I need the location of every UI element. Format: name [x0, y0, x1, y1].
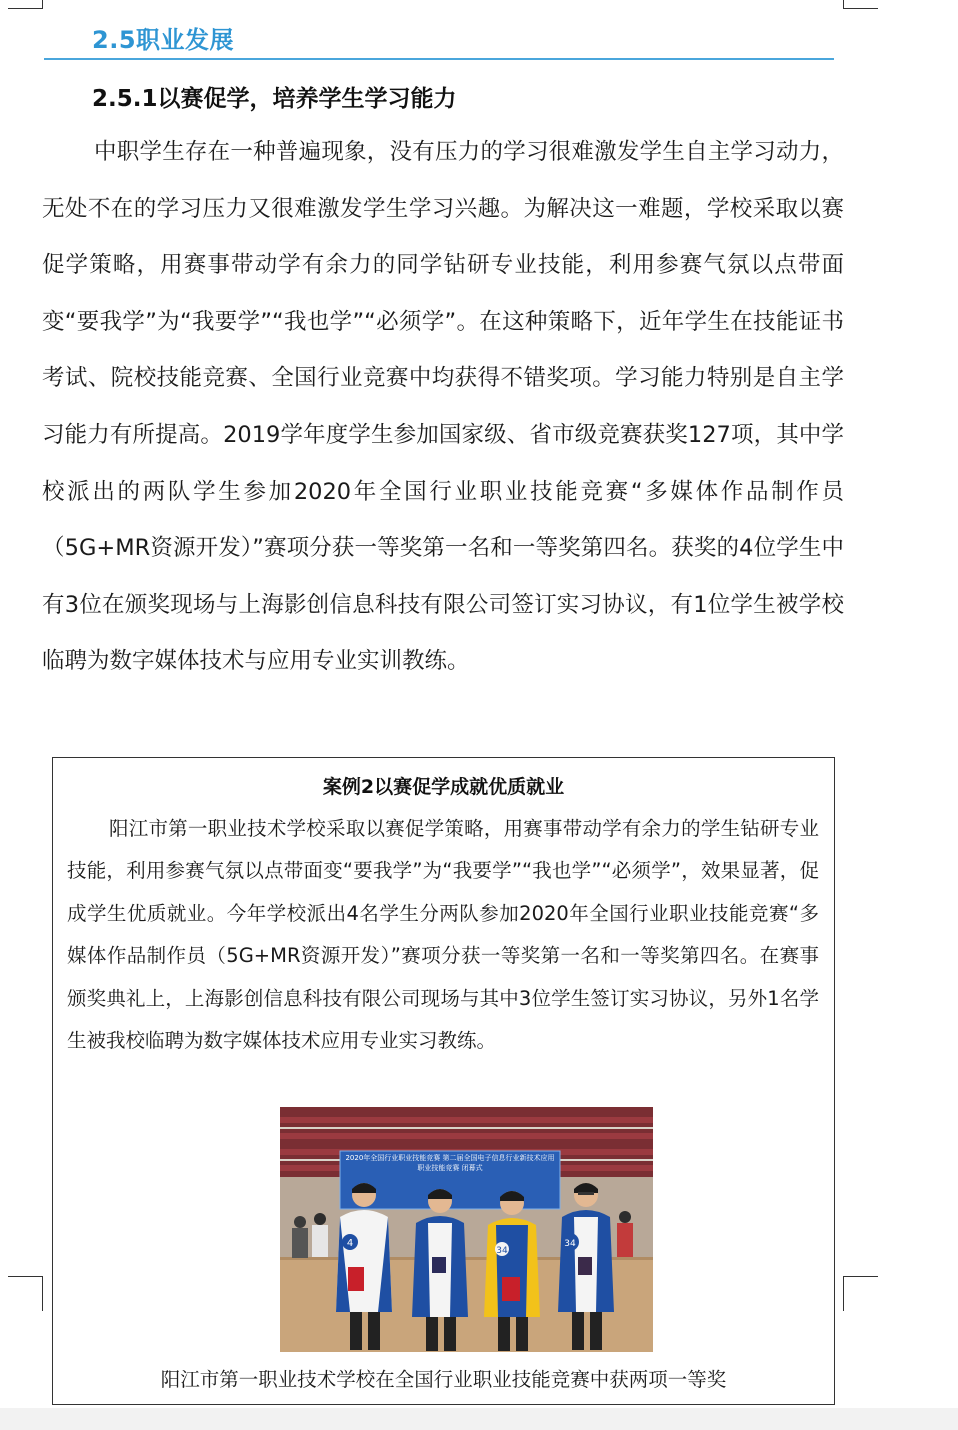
award-photo-illustration — [280, 1107, 653, 1352]
body-paragraph: 中职学生存在一种普遍现象，没有压力的学习很难激发学生自主学习动力，无处不在的学习压力又很难激发学生学习兴趣。为解决这一难题，学校采取以赛促学策略，用赛事带动学有余力的同学钻研专业技能，利用参赛气氛以点带面变“要我学”为“我要学”“我也学”“必须学”。在这种策略下，近年学生在技能证书考试、院校技能竞赛、全国行业竞赛中均获得不错奖项。学习能力特别是自主学习能力有所提高。2019学年度学生参加国家级、省市级竞赛获奖127项，其中学校派出的两队学生参加2020年全国行业职业技能竞赛“多媒体作品制作员（5G+MR资源开发）”赛项分获一等奖第一名和一等奖第四名。获奖的4位学生中有3位在颁奖现场与上海影创信息科技有限公司签订实习协议，有1位学生被学校临聘为数字媒体技术与应用专业实训教练。 — [42, 139, 844, 675]
crop-mark-bottom-right — [843, 1276, 878, 1311]
photo-caption: 阳江市第一职业技术学校在全国行业职业技能竞赛中获两项一等奖 — [160, 1368, 727, 1391]
page-bottom-bar — [0, 1408, 958, 1430]
case-title: 案例2以赛促学成就优质就业 — [322, 776, 565, 798]
case-paragraph: 阳江市第一职业技术学校采取以赛促学策略，用赛事带动学有余力的学生钻研专业技能，利用参赛气氛以点带面变“要我学”为“我要学”“我也学”“必须学”，效果显著，促成学生优质就业。今年学校派出4名学生分两队参加2020年全国行业职业技能竞赛“多媒体作品制作员（5G+MR资源开发）”赛项分获一等奖第一名和一等奖第四名。在赛事颁奖典礼上，上海影创信息科技有限公司现场与其中3位学生签订实习协议，另外1名学生被我校临聘为数字媒体技术应用专业实习教练。 — [67, 817, 819, 1053]
stage-banner-text: 2020年全国行业职业技能竞赛 第二届全国电子信息行业新技术应用职业技能竞赛 闭幕式 — [345, 1154, 555, 1172]
vest-number-1: 4 — [346, 1238, 354, 1249]
case-study-box — [52, 757, 835, 1405]
crop-mark-top-left — [8, 0, 43, 9]
section-title: 2.5职业发展 — [92, 26, 235, 54]
vest-number-3: 34 — [496, 1246, 508, 1256]
section-divider — [44, 58, 834, 60]
crop-mark-bottom-left — [8, 1276, 43, 1311]
award-photo — [280, 1107, 653, 1352]
vest-number-4: 34 — [564, 1239, 576, 1249]
subsection-title: 2.5.1以赛促学，培养学生学习能力 — [92, 86, 457, 112]
crop-mark-top-right — [843, 0, 878, 9]
